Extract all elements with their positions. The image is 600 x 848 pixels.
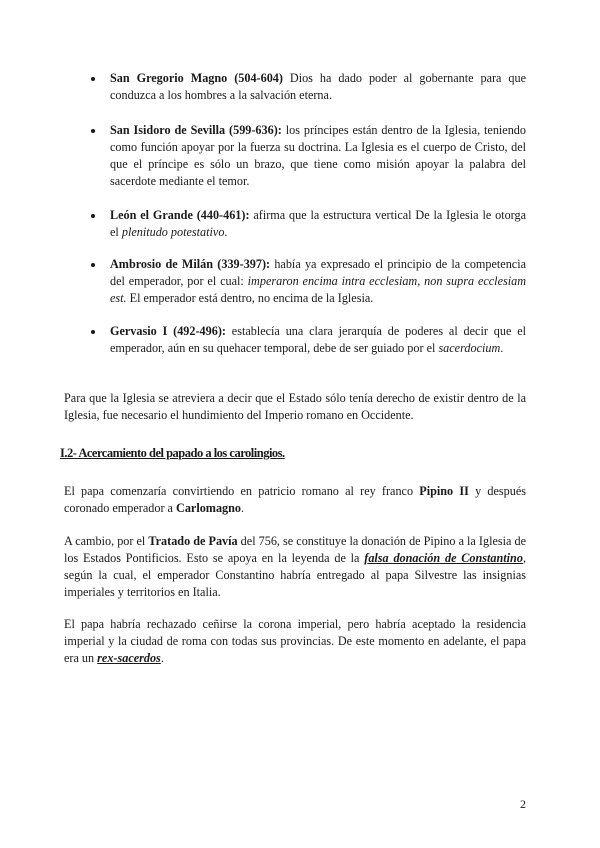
bullet-text-end: . [224,225,228,239]
bullet-item-gregorio [110,70,526,104]
bullet-text-end: El emperador está dentro, no encima de la Iglesia. [126,291,374,305]
bullet-text: Dios ha dado poder al gobernante para que conduzca a los hombres a la salvación eterna. [110,71,526,102]
section-heading: I.2- Acercamiento del papado a los carolingios. [60,446,285,460]
latin-quote: imperaron encima intra ecclesiam, non supra ecclesiam est. [110,274,526,305]
paragraph-text: El papa comenzaría convirtiendo en patricio romano al rey franco [64,484,420,498]
bullet-text: había ya expresado el principio de la competencia del emperador, por el cual: [110,257,526,288]
term-falsa-donacion: falsa donación de Constantino [364,551,523,565]
bullet-title: Gervasio I (492-496): [110,324,226,338]
paragraph-pavia [64,533,526,601]
paragraph-rex-sacerdos [64,616,526,667]
term-tratado-pavia: Tratado de Pavía [148,534,238,548]
bullet-text: los príncipes están dentro de la Iglesia, teniendo como función apoyar por la fuerza su doctrina. La Iglesia es el cuerpo de Cristo, del que el príncipe es sólo un brazo, que tiene como misión apoyar la palabra del sacerdote mediante el temor. [110,123,526,188]
bullet-text: afirma que la estructura vertical De la Iglesia le otorga el [110,208,527,239]
page-number: 2 [520,797,526,811]
paragraph-text: El papa habría rechazado ceñirse la corona imperial, pero habría aceptado la residencia imperial y la ciudad de roma con todas sus provincias. De este momento en adelante, el papa era un [64,617,526,665]
term-pipino: Pipino II [419,484,469,498]
bullet-icon [91,214,95,218]
latin-term: plenitudo potestativo [121,225,225,239]
intro-paragraph: Para que la Iglesia se atreviera a decir que el Estado sólo tenía derecho de existir dentro de la Iglesia, fue necesario el hundimiento del Imperio romano en Occidente. [64,391,526,422]
bullet-icon [91,77,95,81]
bullet-icon [91,129,95,133]
bullet-title: León el Grande (440-461): [110,208,250,222]
paragraph-text: . [241,501,245,515]
paragraph-pipino [64,483,526,517]
bullet-item-leon [110,207,526,241]
bullet-title: Ambrosio de Milán (339-397): [110,257,271,271]
bullet-text-end: . [500,341,504,355]
bullet-item-gervasio [110,323,526,357]
bullet-icon [91,330,95,334]
latin-term: sacerdocium [438,341,501,355]
bullet-item-isidoro [110,122,526,190]
paragraph-text: y después coronado emperador a [64,484,526,515]
bullet-title: San Isidoro de Sevilla (599-636): [110,123,282,137]
bullet-icon [91,263,95,267]
paragraph-text: A cambio, por el [64,534,149,548]
paragraph-text: , según la cual, el emperador Constantino habría entregado al papa Silvestre las insignias imperiales y territorios en Italia. [64,551,526,599]
bullet-title: San Gregorio Magno (504-604) [110,71,283,85]
bullet-item-ambrosio [110,256,526,307]
term-carlomagno: Carlomagno [176,501,242,515]
term-rex-sacerdos: rex-sacerdos [97,651,161,665]
paragraph-text: . [160,651,164,665]
bullet-text: establecía una clara jerarquía de poderes al decir que el emperador, aún en su quehacer temporal, debe de ser guiado por el [110,324,526,355]
paragraph-text: del 756, se constituye la donación de Pipino a la Iglesia de los Estados Pontificios. Esto se apoya en la leyenda de la [64,534,526,565]
